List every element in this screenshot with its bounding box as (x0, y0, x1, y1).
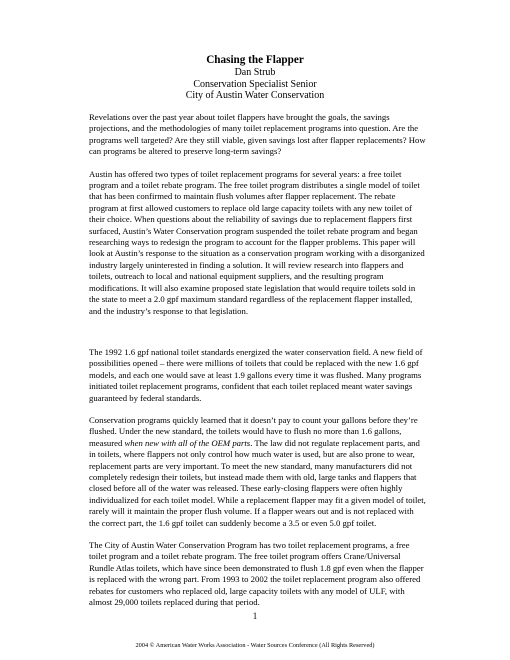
paragraph-intro: Revelations over the past year about toilet flappers have brought the goals, the savings projections, and the methodologies of many toilet replacement programs into question. Are the programs well targeted? Are they still viable, given savings lost after flapper replacements? How can programs be altered to preserve long-term savings? (89, 112, 426, 157)
author-name: Dan Strub (234, 67, 276, 78)
paper-title: Chasing the Flapper (206, 54, 304, 66)
page-number: 1 (252, 611, 258, 621)
paragraph-1992-standards: The 1992 1.6 gpf national toilet standards energized the water conservation field. A new field of possibilities opened – there were millions of toilets that could be replaced with the new 1.6 gpf models, and each one would save at least 1.9 gallons every time it was flushed. Many programs initiated toilet replacement programs, confident that each toilet replaced meant water savings guaranteed by federal standards. (89, 346, 423, 403)
author-organization: City of Austin Water Conservation (185, 90, 325, 102)
paragraph-austin-programs: Austin has offered two types of toilet replacement programs for several years: a free toilet program and a toilet rebate program. The free toilet program distributes a single model of toilet that has been confirmed to maintain flush volumes after flapper replacement. The rebate program at first allowed customers to replace old large capacity toilets with any new toilet of their choice. When questions about the reliability of savings due to replacement flappers first surfaced, Austin’s Water Conservation program suspended the toilet rebate program and began researching ways to redesign the program to account for the flapper problems. This paper will look at Austin’s response to the situation as a conservation program working with a disorganized industry largely uninterested in finding a solution. It will review research into flappers and toilets, outreach to local and national equipment suppliers, and the resulting program modifications. It will also examine proposed state legislation that would require toilets sold in the state to meet a 2.0 gpf maximum standard regardless of the replacement flapper installed, and the industry’s response to that legislation. (89, 168, 425, 316)
paper-header (0, 54, 510, 102)
paragraph-flushed-part-b: . The law did not regulate replacement parts, and in toilets, where flappers not only control how much water is used, but are also prone to wear, replacement parts are very important. To meet the new standard, many manufacturers did not completely redesign their toilets, but instead made them with old, large tanks and flappers that closed before all of the water was released. These early-closing flappers were often highly individualized for each toilet model. While a replacement flapper may fit a given model of toilet, rarely will it maintain the proper flush volume. If a flapper wears out and is not replaced with the correct part, the 1.6 gpf toilet can suddenly become a 3.5 or even 5.0 gpf toilet. (89, 437, 426, 528)
paragraph-flushed (89, 415, 426, 529)
author-position: Conservation Specialist Senior (193, 78, 317, 90)
paragraph-flushed-emphasis: when new with all of the OEM parts (124, 437, 251, 448)
page-footer: 2004 © American Water Works Association - Water Sources Conference (All Rights Reserved) (135, 642, 375, 649)
paragraph-austin-replacement: The City of Austin Water Conservation Program has two toilet replacement programs, a free toilet program and a toilet rebate program. The free toilet program offers Crane/Universal Rundle Atlas toilets, which have since been demonstrated to flush 1.8 gpf even when the flapper is replaced with the wrong part. From 1993 to 2002 the toilet replacement program also offered rebates for customers who replaced old, large capacity toilets with any model of ULF, with almost 29,000 toilets replaced during that period. (89, 540, 424, 608)
paragraph-flushed-part-a: Conservation programs quickly learned that it doesn’t pay to count your gallons before they’re flushed. Under the new standard, the toilets would have to flush no more than 1.6 gallons, measured (89, 414, 418, 448)
paper-body (89, 112, 426, 619)
